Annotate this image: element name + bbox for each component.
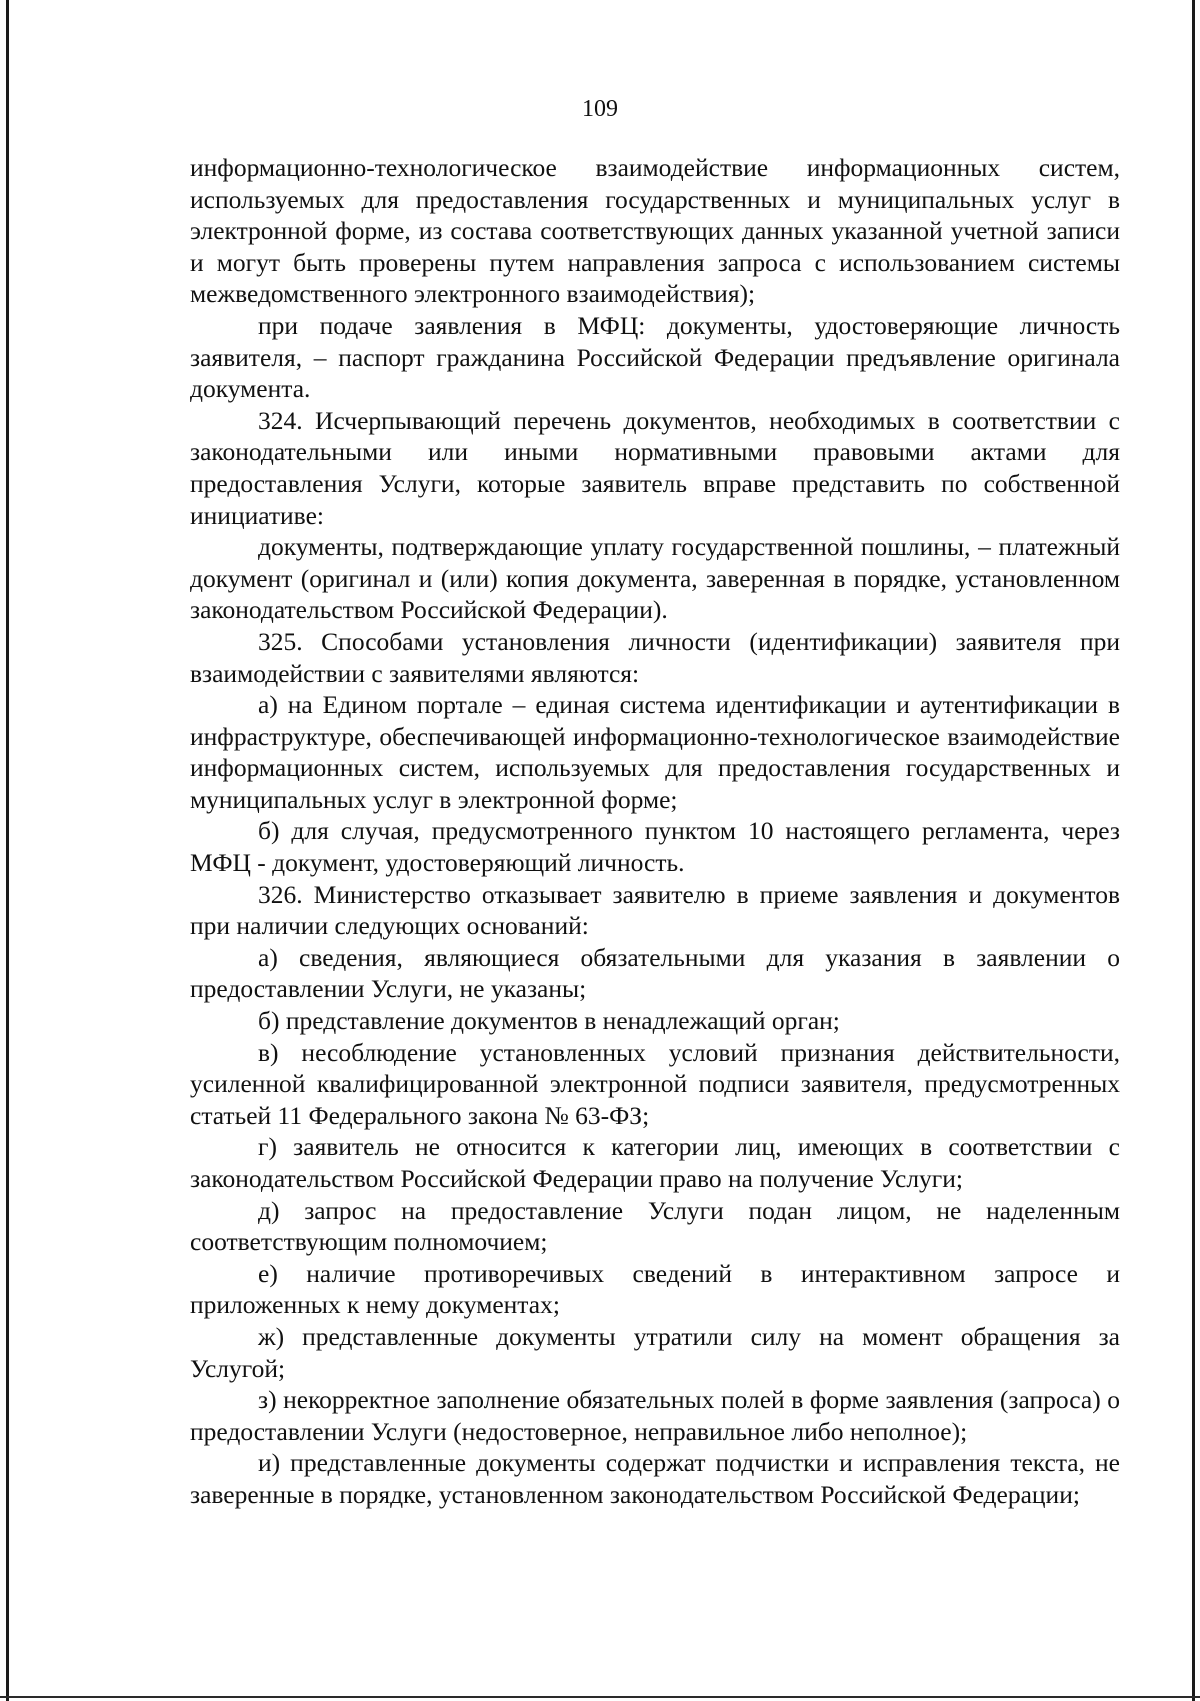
paragraph-326-z: з) некорректное заполнение обязательных полей в форме заявления (запроса) о предоставлении Услуги (недостоверное, неправильное либо неполное); [190, 1385, 1120, 1446]
paragraph-326-e: е) наличие противоречивых сведений в интерактивном запросе и приложенных к нему документах; [190, 1258, 1120, 1320]
paragraph-326-g: г) заявитель не относится к категории лиц, имеющих в соответствии с законодательством Российской Федерации право на получение Услуги; [190, 1132, 1120, 1193]
paragraph-326-a: а) сведения, являющиеся обязательными для указания в заявлении о предоставлении Услуги, не указаны; [190, 942, 1120, 1004]
paragraph-326-d: д) запрос на предоставление Услуги подан лицом, не наделенным соответствующим полномочием; [190, 1195, 1120, 1257]
paragraph-326-i: и) представленные документы содержат подчистки и исправления текста, не заверенные в порядке, установленном законодательством Российской Федерации; [190, 1448, 1120, 1509]
scan-right-edge [1192, 0, 1195, 1701]
paragraph-326: 326. Министерство отказывает заявителю в приеме заявления и документов при наличии следующих оснований: [190, 879, 1120, 941]
scan-left-edge [6, 0, 9, 1701]
document-body [190, 152, 1120, 1511]
paragraph-state-fee: документы, подтверждающие уплату государственной пошлины, – платежный документ (оригинал и (или) копия документа, заверенная в порядке, установленном законодательством Российской Федерации). [190, 532, 1120, 625]
paragraph-continuation: информационно-технологическое взаимодействие информационных систем, используемых для предоставления государственных и муниципальных услуг в электронной форме, из состава соответствующих данных указанной учетной записи и могут быть проверены путем направления запроса с использованием системы межведомственного электронного взаимодействия); [190, 153, 1120, 309]
paragraph-325-a: а) на Едином портале – единая система идентификации и аутентификации в инфраструктуре, обеспечивающей информационно-технологическое взаимодействие информационных систем, используемых для предоставления государственных и муниципальных услуг в электронной форме; [190, 690, 1120, 814]
paragraph-326-v: в) несоблюдение установленных условий признания действительности, усиленной квалифицированной электронной подписи заявителя, предусмотренных статьей 11 Федерального закона № 63-ФЗ; [190, 1037, 1120, 1130]
paragraph-326-zh: ж) представленные документы утратили силу на момент обращения за Услугой; [190, 1321, 1120, 1383]
paragraph-mfc-documents: при подаче заявления в МФЦ: документы, удостоверяющие личность заявителя, – паспорт гражданина Российской Федерации предъявление оригинала документа. [190, 310, 1120, 404]
scan-bottom-edge [0, 1696, 1200, 1698]
paragraph-325-b: б) для случая, предусмотренного пунктом 10 настоящего регламента, через МФЦ - документ, удостоверяющий личность. [190, 816, 1120, 878]
paragraph-325: 325. Способами установления личности (идентификации) заявителя при взаимодействии с заявителями являются: [190, 626, 1120, 688]
paragraph-326-b: б) представление документов в ненадлежащий орган; [258, 1006, 840, 1036]
page-number: 109 [582, 96, 618, 122]
paragraph-324: 324. Исчерпывающий перечень документов, необходимых в соответствии с законодательными или иными нормативными правовыми актами для предоставления Услуги, которые заявитель вправе представить по собственной инициативе: [190, 405, 1120, 530]
